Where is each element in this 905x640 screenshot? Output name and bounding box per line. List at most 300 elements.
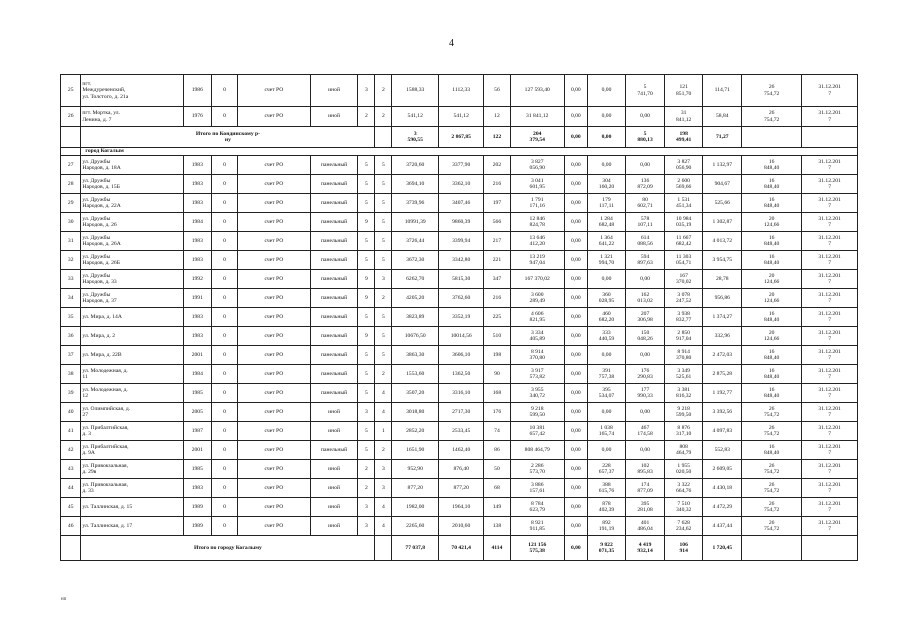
address-cell: ул. Дружбы Народов, д. 37 — [81, 289, 183, 308]
table-cell: 0,00 — [564, 270, 587, 289]
table-cell: счет РО — [238, 232, 311, 251]
table-cell: 50 — [484, 460, 510, 479]
table-cell: 614 088,56 — [626, 232, 665, 251]
row-number-cell: 32 — [61, 251, 81, 270]
table-cell: 5 — [375, 213, 392, 232]
table-cell: счет РО — [238, 498, 311, 517]
table-cell: 3720,60 — [392, 156, 439, 175]
table-cell: счет РО — [238, 517, 311, 536]
table-cell: 4 — [375, 384, 392, 403]
row-number-cell: 28 — [61, 175, 81, 194]
table-cell: 1462,40 — [438, 441, 483, 460]
table-cell — [742, 536, 802, 561]
table-cell: 31.12.201 7 — [802, 479, 858, 498]
table-cell: 16 848,40 — [742, 194, 802, 213]
table-cell: 2 286 573,70 — [510, 460, 564, 479]
table-cell: 1 132,97 — [703, 156, 742, 175]
table-cell: 877,20 — [392, 479, 439, 498]
table-cell — [802, 127, 858, 148]
table-cell: 2533,45 — [438, 422, 483, 441]
table-row — [61, 232, 858, 251]
table-cell: 3316,10 — [438, 384, 483, 403]
table-cell: 1 — [375, 422, 392, 441]
table-cell: 162 013,02 — [626, 289, 665, 308]
total-value: 2 867,85 — [438, 127, 483, 148]
table-cell: 174 877,09 — [626, 479, 665, 498]
table-cell: 3507,20 — [392, 384, 439, 403]
table-cell: 552,83 — [703, 441, 742, 460]
table-cell: 1983 — [183, 479, 211, 498]
table-cell: 3 600 289,49 — [510, 289, 564, 308]
table-cell: 8 914 370,80 — [510, 346, 564, 365]
table-cell: 0,00 — [587, 156, 626, 175]
table-cell: 16 848,40 — [742, 251, 802, 270]
table-cell: 197 — [484, 194, 510, 213]
table-cell: 150 048,26 — [626, 327, 665, 346]
table-cell: 31 841,12 — [664, 107, 703, 127]
table-cell: 138 — [484, 517, 510, 536]
table-cell: 3 — [375, 479, 392, 498]
table-cell: 5 — [358, 346, 375, 365]
table-cell: 0,00 — [564, 422, 587, 441]
table-cell: 3 322 664,76 — [664, 479, 703, 498]
table-cell: 3 — [375, 270, 392, 289]
table-cell: счет РО — [238, 365, 311, 384]
table-cell: 541,12 — [438, 107, 483, 127]
table-cell: 1 374,27 — [703, 308, 742, 327]
table-cell: 1 192,77 — [703, 384, 742, 403]
address-cell: пгт. Мортка, ул. Ленина, д. 7 — [81, 107, 183, 127]
table-row — [61, 107, 858, 127]
table-cell: 3 — [375, 460, 392, 479]
table-cell: 7 510 340,32 — [664, 498, 703, 517]
table-cell: 90 — [484, 365, 510, 384]
table-cell: 5815,30 — [438, 270, 483, 289]
table-cell: 1 364 641,22 — [587, 232, 626, 251]
table-cell: 31.12.201 7 — [802, 107, 858, 127]
table-cell: 3672,30 — [392, 251, 439, 270]
total-value: 121 156 575,38 — [510, 536, 564, 561]
table-row — [61, 346, 858, 365]
table-cell: 0 — [211, 175, 237, 194]
row-number-cell: 45 — [61, 498, 81, 517]
row-number-cell: 25 — [61, 75, 81, 107]
table-cell: 198 — [484, 346, 510, 365]
total-value: 0,00 — [564, 536, 587, 561]
table-cell: 168 — [484, 384, 510, 403]
table-cell: 26 754,72 — [742, 498, 802, 517]
table-cell: 10991,39 — [392, 213, 439, 232]
table-cell: 228 657,37 — [587, 460, 626, 479]
table-cell: 333 440,59 — [587, 327, 626, 346]
table-cell: 13 219 947,04 — [510, 251, 564, 270]
table-cell: 1983 — [183, 308, 211, 327]
table-cell: 0 — [211, 498, 237, 517]
table-cell: 127 593,40 — [510, 75, 564, 107]
table-cell: 3606,10 — [438, 346, 483, 365]
table-row — [61, 327, 858, 346]
table-cell: 26 754,72 — [742, 107, 802, 127]
table-cell: 0 — [211, 270, 237, 289]
register-body — [61, 75, 858, 561]
address-cell: ул. Мира, д. 2 — [81, 327, 183, 346]
table-row — [61, 365, 858, 384]
table-cell: 3823,89 — [392, 308, 439, 327]
table-cell: 176 290,83 — [626, 365, 665, 384]
table-cell: 31.12.201 7 — [802, 460, 858, 479]
table-cell: 0 — [211, 213, 237, 232]
table-cell: 3342,80 — [438, 251, 483, 270]
table-cell: 3407,46 — [438, 194, 483, 213]
table-cell: счет РО — [238, 175, 311, 194]
table-cell: 16 848,40 — [742, 232, 802, 251]
table-cell: 347 — [484, 270, 510, 289]
table-cell: 5 — [375, 194, 392, 213]
table-cell: 207 306,98 — [626, 308, 665, 327]
table-cell: 3 — [358, 517, 375, 536]
table-cell: 1984 — [183, 213, 211, 232]
table-cell: 1991 — [183, 289, 211, 308]
table-cell: иной — [310, 460, 358, 479]
table-cell: 0 — [211, 251, 237, 270]
table-cell: иной — [310, 498, 358, 517]
row-number-cell: 29 — [61, 194, 81, 213]
address-cell: ул. Дружбы Народов, д. 22А — [81, 194, 183, 213]
table-cell: 3 — [358, 403, 375, 422]
table-cell: 304 160,20 — [587, 175, 626, 194]
table-cell: 31.12.201 7 — [802, 289, 858, 308]
table-cell: 808 464,79 — [664, 441, 703, 460]
table-cell: 4 437,44 — [703, 517, 742, 536]
table-cell: 5 — [375, 232, 392, 251]
table-cell: 1964,10 — [438, 498, 483, 517]
table-cell: 1112,33 — [438, 75, 483, 107]
table-cell: 26 754,72 — [742, 517, 802, 536]
table-cell: 1 321 994,70 — [587, 251, 626, 270]
table-cell: 0,00 — [564, 156, 587, 175]
table-cell: 401 486,04 — [626, 517, 665, 536]
table-row — [61, 75, 858, 107]
table-cell: 360 028,95 — [587, 289, 626, 308]
table-cell: 16 848,40 — [742, 384, 802, 403]
table-cell: панельный — [310, 365, 358, 384]
table-cell: 3 827 056,90 — [664, 156, 703, 175]
table-cell: 3 938 832,77 — [664, 308, 703, 327]
address-cell: ул. Дружбы Народов, д. 26А — [81, 232, 183, 251]
table-cell: панельный — [310, 384, 358, 403]
table-cell: 0,00 — [626, 156, 665, 175]
address-cell: ул. Привокзальная, д. 29в — [81, 460, 183, 479]
table-cell: 10 984 035,19 — [664, 213, 703, 232]
row-number-cell: 40 — [61, 403, 81, 422]
total-label: Итого по Кондинскому р- ну — [81, 127, 375, 148]
table-row — [61, 156, 858, 175]
table-cell: 26 754,72 — [742, 460, 802, 479]
table-cell: 16 848,40 — [742, 156, 802, 175]
table-cell: 8 921 911,85 — [510, 517, 564, 536]
table-cell: 0,00 — [587, 107, 626, 127]
table-cell: 2001 — [183, 346, 211, 365]
address-cell: ул. Дружбы Народов, д. 18А — [81, 156, 183, 175]
table-cell: счет РО — [238, 422, 311, 441]
table-cell: 892 191,19 — [587, 517, 626, 536]
table-cell: 460 682,20 — [587, 308, 626, 327]
table-cell: 1983 — [183, 251, 211, 270]
table-cell: 13 646 412,20 — [510, 232, 564, 251]
table-cell: иной — [310, 517, 358, 536]
table-row — [61, 441, 858, 460]
total-label: Итого по городу Когалыму — [81, 536, 375, 561]
table-cell: 2 — [358, 479, 375, 498]
table-cell: 2 — [358, 460, 375, 479]
table-row — [61, 308, 858, 327]
table-cell: 1553,60 — [392, 365, 439, 384]
table-cell: 952,90 — [392, 460, 439, 479]
table-cell: счет РО — [238, 346, 311, 365]
table-cell: 0 — [211, 308, 237, 327]
table-cell: 5 — [375, 308, 392, 327]
table-cell: 221 — [484, 251, 510, 270]
table-cell: 8 914 370,80 — [664, 346, 703, 365]
table-cell: 9 — [358, 327, 375, 346]
table-cell: 510 — [484, 327, 510, 346]
table-cell: 2005 — [183, 403, 211, 422]
row-number-cell: 41 — [61, 422, 81, 441]
table-cell: 86 — [484, 441, 510, 460]
table-cell: 5 — [358, 308, 375, 327]
table-row — [61, 479, 858, 498]
total-value: 1 720,45 — [703, 536, 742, 561]
table-cell: 0,00 — [626, 346, 665, 365]
table-cell: 2 875,28 — [703, 365, 742, 384]
row-number-cell: 37 — [61, 346, 81, 365]
table-cell — [375, 536, 392, 561]
table-cell: 0 — [211, 194, 237, 213]
table-cell: 2 — [375, 441, 392, 460]
table-cell: 1976 — [183, 107, 211, 127]
table-cell: 0,00 — [564, 175, 587, 194]
table-cell: 31.12.201 7 — [802, 213, 858, 232]
table-cell: 16 848,40 — [742, 365, 802, 384]
total-value: 3 590,55 — [392, 127, 439, 148]
table-cell: 31.12.201 7 — [802, 422, 858, 441]
table-cell: 0,00 — [564, 403, 587, 422]
table-cell: 31.12.201 7 — [802, 498, 858, 517]
table-cell: 31.12.201 7 — [802, 251, 858, 270]
table-cell: 391 757,38 — [587, 365, 626, 384]
table-cell: 1 284 682,48 — [587, 213, 626, 232]
table-cell — [742, 127, 802, 148]
address-cell: ул. Дружбы Народов, д. 33 — [81, 270, 183, 289]
row-number-cell: 46 — [61, 517, 81, 536]
table-cell: 3762,60 — [438, 289, 483, 308]
table-cell: панельный — [310, 270, 358, 289]
address-cell: ул. Мира, д. 14А — [81, 308, 183, 327]
table-cell: 1983 — [183, 175, 211, 194]
address-cell: ул. Прибалтийская, д. 3 — [81, 422, 183, 441]
table-cell: 1588,33 — [392, 75, 439, 107]
total-value: 71,27 — [703, 127, 742, 148]
table-cell — [61, 127, 81, 148]
table-cell: 541,12 — [392, 107, 439, 127]
table-cell: 1992 — [183, 270, 211, 289]
table-cell: 3 392,56 — [703, 403, 742, 422]
table-cell: 1986 — [183, 75, 211, 107]
table-cell: 1985 — [183, 384, 211, 403]
table-row — [61, 289, 858, 308]
table-cell: счет РО — [238, 479, 311, 498]
table-cell: 4 472,29 — [703, 498, 742, 517]
row-number-cell: 39 — [61, 384, 81, 403]
table-cell: 9 — [358, 289, 375, 308]
total-value: 4114 — [484, 536, 510, 561]
table-cell: 5 — [358, 175, 375, 194]
table-cell: 0 — [211, 289, 237, 308]
table-cell: панельный — [310, 346, 358, 365]
table-cell: счет РО — [238, 107, 311, 127]
table-cell: 0,00 — [587, 441, 626, 460]
table-cell: счет РО — [238, 441, 311, 460]
table-cell: 0,00 — [564, 498, 587, 517]
total-value: 77 037,8 — [392, 536, 439, 561]
section-title: город Когалым — [81, 148, 858, 156]
table-cell: панельный — [310, 175, 358, 194]
table-cell: 114,71 — [703, 75, 742, 107]
table-cell: 0,00 — [587, 75, 626, 107]
table-cell: 3 041 601,95 — [510, 175, 564, 194]
table-cell: 3 — [358, 75, 375, 107]
address-cell: ул. Таллинская, д. 17 — [81, 517, 183, 536]
table-cell: 0,00 — [564, 289, 587, 308]
table-row — [61, 498, 858, 517]
table-cell: 31.12.201 7 — [802, 517, 858, 536]
table-cell: 149 — [484, 498, 510, 517]
table-cell: 9 218 599,50 — [510, 403, 564, 422]
table-cell: 31.12.201 7 — [802, 365, 858, 384]
table-cell: 0,00 — [587, 346, 626, 365]
table-cell: 225 — [484, 308, 510, 327]
total-value: 204 379,54 — [510, 127, 564, 148]
table-cell: 31.12.201 7 — [802, 346, 858, 365]
row-number-cell: 34 — [61, 289, 81, 308]
table-cell: 2717,30 — [438, 403, 483, 422]
table-cell: 4 430,18 — [703, 479, 742, 498]
row-number-cell: 44 — [61, 479, 81, 498]
table-cell: 3 349 525,61 — [664, 365, 703, 384]
table-cell: 1 955 020,50 — [664, 460, 703, 479]
table-cell: 20 124,66 — [742, 327, 802, 346]
table-cell: 31.12.201 7 — [802, 270, 858, 289]
table-cell: 1987 — [183, 422, 211, 441]
table-cell: 2 472,03 — [703, 346, 742, 365]
table-cell: 4 097,83 — [703, 422, 742, 441]
table-cell: 4 — [375, 498, 392, 517]
table-row — [61, 213, 858, 232]
table-cell: 0 — [211, 422, 237, 441]
table-cell: 102 895,83 — [626, 460, 665, 479]
table-cell: 2 — [375, 107, 392, 127]
table-cell: 388 615,76 — [587, 479, 626, 498]
table-cell: 8 784 623,79 — [510, 498, 564, 517]
total-value: 0,00 — [587, 127, 626, 148]
address-cell: ул. Олимпийская, д. 27 — [81, 403, 183, 422]
table-cell: 20 124,66 — [742, 270, 802, 289]
table-cell: 467 174,58 — [626, 422, 665, 441]
table-cell: иной — [310, 107, 358, 127]
table-cell: счет РО — [238, 194, 311, 213]
table-cell: 332,96 — [703, 327, 742, 346]
table-cell: 4 — [375, 403, 392, 422]
table-cell: 5 — [358, 156, 375, 175]
table-cell: 0,00 — [564, 479, 587, 498]
table-cell: 3 917 573,82 — [510, 365, 564, 384]
table-cell: 1651,90 — [392, 441, 439, 460]
table-cell: иной — [310, 422, 358, 441]
table-cell: 1 531 451,34 — [664, 194, 703, 213]
row-number-cell: 38 — [61, 365, 81, 384]
table-row — [61, 194, 858, 213]
table-cell: иной — [310, 403, 358, 422]
table-cell: счет РО — [238, 251, 311, 270]
page-number: 4 — [449, 38, 454, 49]
table-cell: 8 876 317,10 — [664, 422, 703, 441]
table-cell: 3 381 816,32 — [664, 384, 703, 403]
table-cell: счет РО — [238, 384, 311, 403]
table-cell — [61, 148, 81, 156]
table-cell: 0,00 — [626, 441, 665, 460]
table-cell: счет РО — [238, 270, 311, 289]
table-cell: 1989 — [183, 517, 211, 536]
row-number-cell: 36 — [61, 327, 81, 346]
table-cell: 1 038 165,74 — [587, 422, 626, 441]
table-cell: панельный — [310, 213, 358, 232]
table-row — [61, 175, 858, 194]
table-cell: 2 — [375, 365, 392, 384]
table-cell: 3 334 405,89 — [510, 327, 564, 346]
table-cell: 5 — [375, 251, 392, 270]
table-cell: 2 — [375, 75, 392, 107]
table-cell: счет РО — [238, 156, 311, 175]
table-cell: 216 — [484, 289, 510, 308]
table-cell: 0,00 — [564, 213, 587, 232]
total-value: 4 419 932,14 — [626, 536, 665, 561]
row-number-cell: 33 — [61, 270, 81, 289]
table-cell: 3739,96 — [392, 194, 439, 213]
table-cell: 9 — [358, 213, 375, 232]
table-cell: 20 124,66 — [742, 213, 802, 232]
total-value: 70 421,4 — [438, 536, 483, 561]
table-cell: 216 — [484, 175, 510, 194]
address-cell: пгт. Междуреченский, ул. Толстого, д. 21а — [81, 75, 183, 107]
table-cell: 5 — [375, 346, 392, 365]
table-cell: счет РО — [238, 289, 311, 308]
table-cell: 0 — [211, 346, 237, 365]
table-cell: 5 — [358, 441, 375, 460]
table-cell: 74 — [484, 422, 510, 441]
table-cell: иной — [310, 75, 358, 107]
row-number-cell: 35 — [61, 308, 81, 327]
table-cell: 0,00 — [564, 517, 587, 536]
table-cell: 5 — [358, 365, 375, 384]
table-cell: панельный — [310, 194, 358, 213]
table-cell: 4 — [375, 517, 392, 536]
total-value: 9 822 071,35 — [587, 536, 626, 561]
address-cell: ул. Молодежная, д. 12 — [81, 384, 183, 403]
table-cell: 4 013,72 — [703, 232, 742, 251]
table-cell: 0,00 — [564, 194, 587, 213]
table-cell: 3362,10 — [438, 175, 483, 194]
table-row — [61, 251, 858, 270]
